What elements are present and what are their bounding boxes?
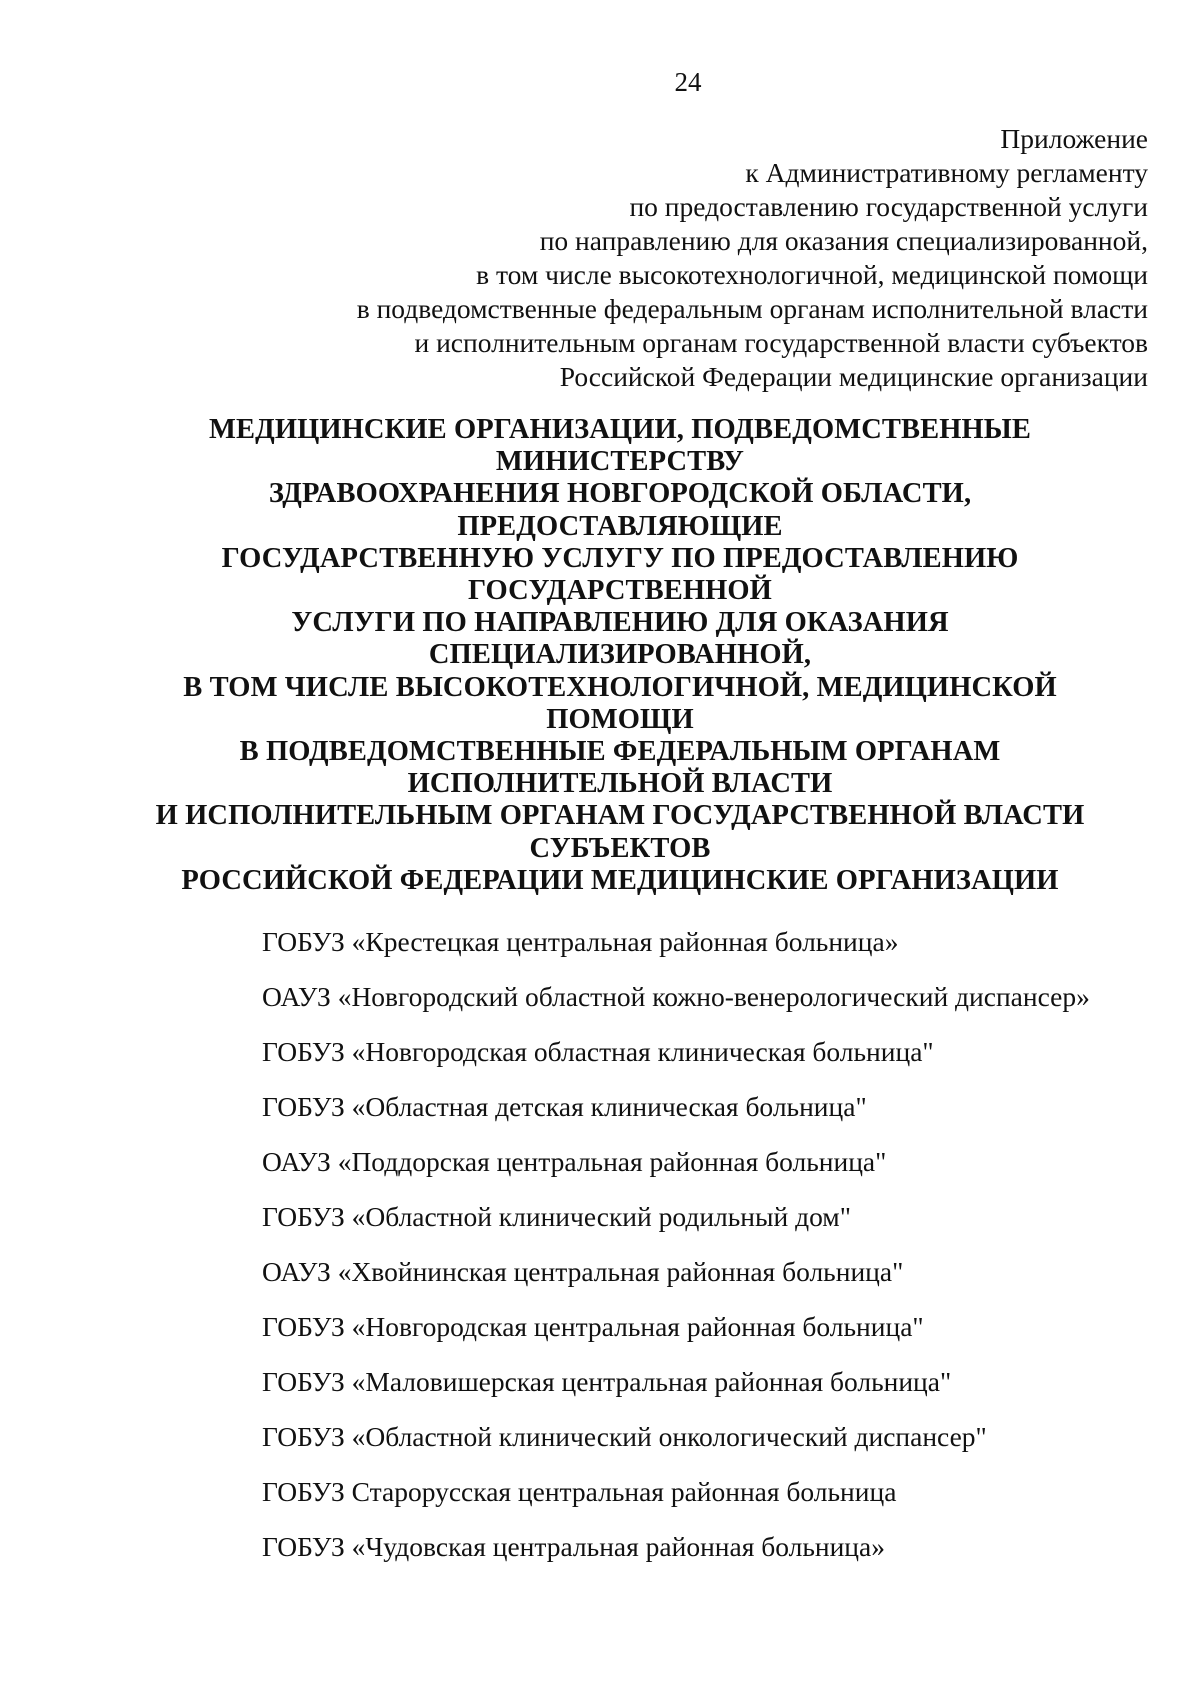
title-line: ПРЕДОСТАВЛЯЮЩИЕ xyxy=(457,510,783,542)
list-item: ГОБУЗ «Новгородская областная клиническая больница" xyxy=(262,1036,934,1067)
list-item: ОАУЗ «Поддорская центральная районная больница" xyxy=(262,1146,887,1177)
title-line: УСЛУГИ ПО НАПРАВЛЕНИЮ ДЛЯ ОКАЗАНИЯ xyxy=(291,607,949,639)
title-line: ИСПОЛНИТЕЛЬНОЙ ВЛАСТИ xyxy=(407,768,833,800)
title-line: ЗДРАВООХРАНЕНИЯ НОВГОРОДСКОЙ ОБЛАСТИ, xyxy=(268,478,972,510)
appendix-line: по предоставлению государственной услуги xyxy=(629,191,1148,222)
list-item: ГОБУЗ «Областной клинический родильный дом" xyxy=(262,1201,851,1232)
list-item: ГОБУЗ «Новгородская центральная районная больница" xyxy=(262,1311,924,1342)
appendix-header xyxy=(248,122,1148,394)
appendix-line: по направлению для оказания специализированной, xyxy=(539,225,1148,256)
list-item: ОАУЗ «Новгородский областной кожно-венерологический диспансер» xyxy=(262,981,1090,1012)
title-line: МИНИСТЕРСТВУ xyxy=(495,446,745,478)
appendix-line: Приложение xyxy=(1000,123,1148,154)
title-line: СПЕЦИАЛИЗИРОВАННОЙ, xyxy=(428,639,812,671)
title-line: ПОМОЩИ xyxy=(546,703,694,735)
page-number: 24 xyxy=(674,67,702,97)
title-line: СУБЪЕКТОВ xyxy=(529,832,711,864)
title-line: ГОСУДАРСТВЕННОЙ xyxy=(468,575,772,607)
list-item: ГОБУЗ «Маловишерская центральная районная больница" xyxy=(262,1366,952,1397)
title-line: И ИСПОЛНИТЕЛЬНЫМ ОРГАНАМ ГОСУДАРСТВЕННОЙ ВЛАСТИ xyxy=(155,800,1085,832)
appendix-line: к Административному регламенту xyxy=(745,157,1148,188)
title-line: В ТОМ ЧИСЛЕ ВЫСОКОТЕХНОЛОГИЧНОЙ, МЕДИЦИНСКОЙ xyxy=(183,671,1057,703)
appendix-line: в том числе высокотехнологичной, медицинской помощи xyxy=(476,259,1148,290)
list-item: ОАУЗ «Хвойнинская центральная районная больница" xyxy=(262,1256,904,1287)
list-item: ГОБУЗ «Областной клинический онкологический диспансер" xyxy=(262,1421,987,1452)
list-item: ГОБУЗ «Областная детская клиническая больница" xyxy=(262,1091,867,1122)
appendix-line: Российской Федерации медицинские организации xyxy=(559,361,1148,392)
organization-list xyxy=(262,925,1162,1585)
list-item: ГОБУЗ «Чудовская центральная районная больница» xyxy=(262,1531,885,1562)
title-line: РОССИЙСКОЙ ФЕДЕРАЦИИ МЕДИЦИНСКИЕ ОРГАНИЗАЦИИ xyxy=(181,864,1059,896)
list-item: ГОБУЗ «Крестецкая центральная районная больница» xyxy=(262,926,899,957)
list-item: ГОБУЗ Старорусская центральная районная больница xyxy=(262,1476,897,1507)
appendix-line: и исполнительным органам государственной власти субъектов xyxy=(414,327,1148,358)
appendix-line: в подведомственные федеральным органам исполнительной власти xyxy=(356,293,1148,324)
document-title xyxy=(60,414,1180,897)
title-line: МЕДИЦИНСКИЕ ОРГАНИЗАЦИИ, ПОДВЕДОМСТВЕННЫЕ xyxy=(209,414,1031,445)
title-line: ГОСУДАРСТВЕННУЮ УСЛУГУ ПО ПРЕДОСТАВЛЕНИЮ xyxy=(221,542,1019,574)
title-line: В ПОДВЕДОМСТВЕННЫЕ ФЕДЕРАЛЬНЫМ ОРГАНАМ xyxy=(239,736,1001,768)
